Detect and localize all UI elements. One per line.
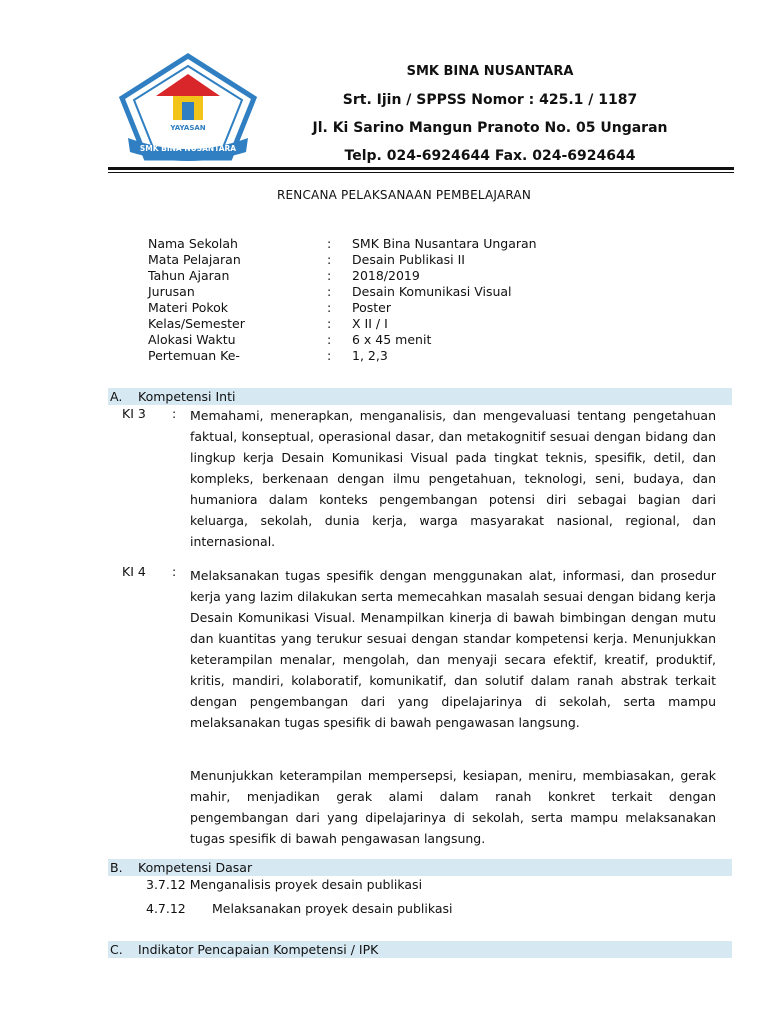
identity-value: 2018/2019 — [352, 268, 420, 283]
identity-value: 1, 2,3 — [352, 348, 388, 363]
section-letter: B. — [110, 860, 123, 875]
identity-label: Alokasi Waktu — [148, 332, 236, 347]
section-b-header — [108, 859, 732, 876]
ki3-code: KI 3 — [122, 406, 146, 421]
school-name: SMK BINA NUSANTARA — [406, 64, 574, 79]
letterhead-rule-thick — [108, 167, 734, 170]
school-contact: Telp. 024-6924644 Fax. 024-6924644 — [344, 148, 636, 164]
identity-label: Tahun Ajaran — [148, 268, 230, 283]
identity-colon: : — [327, 300, 332, 315]
logo-banner-text: SMK BINA NUSANTARA — [139, 144, 237, 153]
ki3-text: Memahami, menerapkan, menganalisis, dan mengevaluasi tentang pengetahuan faktual, konseptual, operasional dasar, dan metakognitif sesuai dengan bidang dan lingkup kerja Desain Komunikasi Visual pada tingkat teknis, spesifik, detil, dan kompleks, berkenaan dengan ilmu pengetahuan, teknologi, seni, budaya, dan humaniora dalam konteks pengembangan potensi diri sebagai bagian dari keluarga, sekolah, dunia kerja, warga masyarakat nasional, regional, dan internasional. — [190, 408, 716, 549]
section-a-header — [108, 388, 732, 405]
kd-item-1: 3.7.12 Menganalisis proyek desain publikasi — [146, 877, 423, 892]
kd-item-2-text: Melaksanakan proyek desain publikasi — [212, 901, 453, 916]
identity-label: Nama Sekolah — [148, 236, 238, 251]
section-title: Indikator Pencapaian Kompetensi / IPK — [138, 942, 379, 957]
kd-item-2-code: 4.7.12 — [146, 901, 186, 916]
identity-value: Desain Publikasi II — [352, 252, 465, 267]
identity-label: Pertemuan Ke- — [148, 348, 240, 363]
identity-colon: : — [327, 236, 332, 251]
identity-value: Desain Komunikasi Visual — [352, 284, 512, 299]
identity-colon: : — [327, 252, 332, 267]
section-title: Kompetensi Inti — [138, 389, 236, 404]
ki4-text-2: Menunjukkan keterampilan mempersepsi, kesiapan, meniru, membiasakan, gerak mahir, menjadikan gerak alami dalam ranah konkret terkait dengan pengembangan dari yang dipelajarinya di sekolah, serta mampu melaksanakan tugas spesifik di bawah pengawasan langsung. — [190, 768, 716, 846]
identity-label: Materi Pokok — [148, 300, 229, 315]
section-letter: C. — [110, 942, 123, 957]
identity-colon: : — [327, 316, 332, 331]
identity-colon: : — [327, 348, 332, 363]
identity-colon: : — [327, 284, 332, 299]
school-logo — [118, 52, 258, 164]
letterhead — [300, 58, 680, 170]
identity-value: 6 x 45 menit — [352, 332, 432, 347]
logo-top-text: YAYASAN — [170, 124, 206, 132]
school-address: Jl. Ki Sarino Mangun Pranoto No. 05 Ungaran — [312, 120, 668, 136]
identity-colon: : — [327, 268, 332, 283]
document-title: RENCANA PELAKSANAAN PEMBELAJARAN — [276, 188, 532, 202]
section-c-header — [108, 941, 732, 958]
ki4-colon: : — [172, 564, 177, 579]
identity-value: X II / I — [352, 316, 388, 331]
ki4-text: Melaksanakan tugas spesifik dengan menggunakan alat, informasi, dan prosedur kerja yang lazim dilakukan serta memecahkan masalah sesuai dengan bidang kerja Desain Komunikasi Visual. Menampilkan kinerja di bawah bimbingan dengan mutu dan kuantitas yang terukur sesuai dengan standar kompetensi kerja. Menunjukkan keterampilan menalar, mengolah, dan menyaji secara efektif, kreatif, produktif, kritis, mandiri, kolaboratif, komunikatif, dan solutif dalam ranah abstrak terkait dengan pengembangan dari yang dipelajarinya di sekolah, serta mampu melaksanakan tugas spesifik di bawah pengawasan langsung. — [190, 568, 716, 730]
ki3-colon: : — [172, 406, 177, 421]
section-title: Kompetensi Dasar — [138, 860, 253, 875]
permit-number: Srt. Ijin / SPPSS Nomor : 425.1 / 1187 — [342, 92, 638, 108]
identity-value: SMK Bina Nusantara Ungaran — [352, 236, 537, 251]
section-letter: A. — [110, 389, 123, 404]
identity-label: Jurusan — [148, 284, 195, 299]
identity-label: Kelas/Semester — [148, 316, 245, 331]
identity-label: Mata Pelajaran — [148, 252, 241, 267]
letterhead-rule-thin — [108, 172, 734, 173]
ki4-code: KI 4 — [122, 564, 146, 579]
identity-colon: : — [327, 332, 332, 347]
identity-value: Poster — [352, 300, 391, 315]
